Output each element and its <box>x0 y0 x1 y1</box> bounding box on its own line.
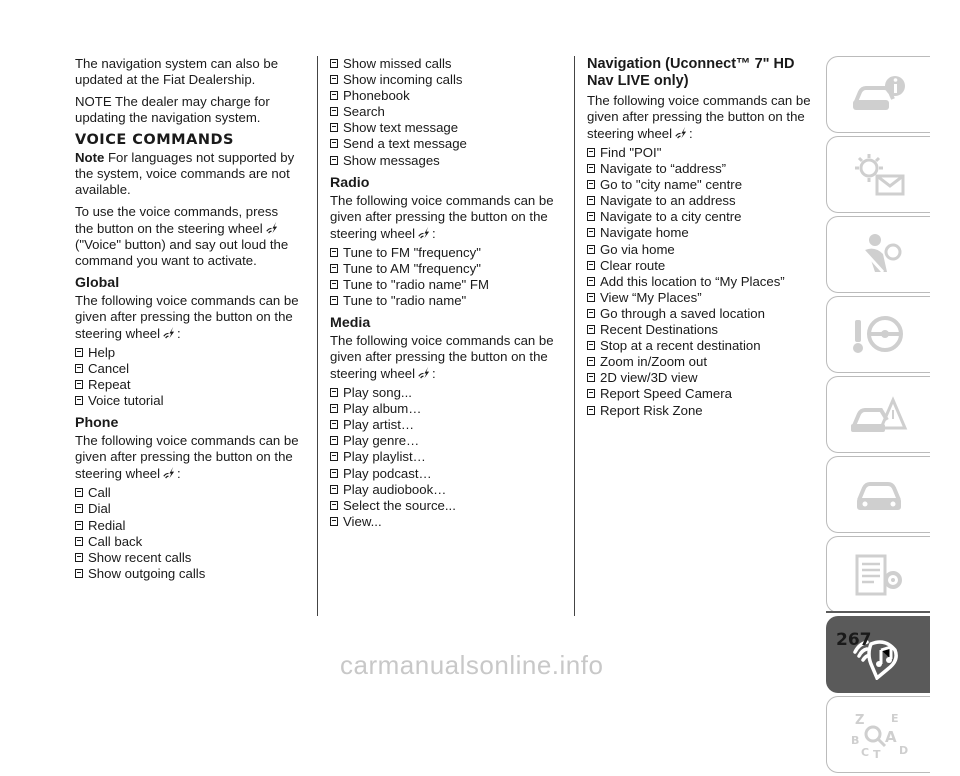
phone-list <box>75 485 300 582</box>
note-label: Note <box>75 150 105 165</box>
intro-paragraph: The navigation system can also be updated at the Fiat Dealership. <box>75 56 279 87</box>
column-2 <box>330 56 555 534</box>
voice-button-icon <box>264 220 279 235</box>
phone-list-continued <box>330 56 555 169</box>
tab-starting-driving[interactable] <box>826 296 930 373</box>
list-item: Play podcast… <box>330 466 555 482</box>
phone-text <box>75 433 300 482</box>
svg-text:T: T <box>872 747 881 760</box>
breakdown-icon <box>849 390 909 440</box>
list-item: Add this location to “My Places” <box>587 274 815 290</box>
list-item: Navigate to an address <box>587 193 815 209</box>
tab-multimedia[interactable] <box>826 616 930 693</box>
navigation-list <box>587 145 815 419</box>
radio-title: Radio <box>330 174 370 191</box>
media-list <box>330 385 555 530</box>
note-paragraph <box>75 150 300 198</box>
list-item: Call back <box>75 534 300 550</box>
usage-paragraph <box>75 204 300 269</box>
list-item: Tune to "radio name" FM <box>330 277 555 293</box>
tab-emergency[interactable] <box>826 376 930 453</box>
car-service-icon <box>849 470 909 520</box>
index-az-icon <box>849 710 909 760</box>
list-item: Zoom in/Zoom out <box>587 354 815 370</box>
note-text: For languages not supported by the system, voice commands are not available. <box>75 150 295 197</box>
list-item: Go to "city name" centre <box>587 177 815 193</box>
list-item: Help <box>75 345 300 361</box>
column-divider <box>317 56 318 616</box>
list-item: Phonebook <box>330 88 555 104</box>
list-item: Go through a saved location <box>587 306 815 322</box>
chapter-tabs <box>826 56 930 776</box>
tab-car-info[interactable] <box>826 56 930 133</box>
list-item: Redial <box>75 518 300 534</box>
voice-button-icon <box>161 465 176 480</box>
svg-text:D: D <box>898 743 908 757</box>
voice-button-icon <box>416 365 431 380</box>
colon: : <box>432 225 436 241</box>
usage-text-b: ("Voice" button) and say out loud the command you want to activate. <box>75 237 289 268</box>
list-item: Show incoming calls <box>330 72 555 88</box>
list-item: Navigate home <box>587 225 815 241</box>
navigation-text <box>587 93 815 142</box>
svg-text:Z: Z <box>854 712 864 728</box>
tabs-bottom-rule <box>826 611 930 613</box>
car-info-icon <box>849 70 909 120</box>
voice-button-icon <box>673 125 688 140</box>
warning-lights-icon <box>849 150 909 200</box>
list-item: Navigate to a city centre <box>587 209 815 225</box>
tab-servicing[interactable] <box>826 456 930 533</box>
media-title: Media <box>330 315 371 332</box>
voice-button-icon <box>161 325 176 340</box>
list-item: Go via home <box>587 242 815 258</box>
technical-data-icon <box>849 550 909 600</box>
svg-text:C: C <box>860 745 869 759</box>
list-item: Repeat <box>75 377 300 393</box>
global-text <box>75 293 300 342</box>
seat-airbag-icon <box>849 230 909 280</box>
list-item: Send a text message <box>330 136 555 152</box>
list-item: Tune to FM "frequency" <box>330 245 555 261</box>
list-item: Show recent calls <box>75 550 300 566</box>
list-item: Cancel <box>75 361 300 377</box>
media-text <box>330 333 555 382</box>
list-item: Voice tutorial <box>75 393 300 409</box>
colon: : <box>689 126 693 141</box>
usage-text-a: To use the voice commands, press the button on the steering wheel <box>75 204 279 236</box>
voice-button-icon <box>416 225 431 240</box>
radio-text-span: The following voice commands can be given after pressing the button on the steering wheel <box>330 192 554 241</box>
global-title: Global <box>75 275 120 291</box>
phone-title: Phone <box>75 415 119 432</box>
list-item: Play playlist… <box>330 449 555 465</box>
list-item: Play album… <box>330 401 555 417</box>
list-item: Play song... <box>330 385 555 401</box>
dealer-note: NOTE The dealer may charge for updating the navigation system. <box>75 94 270 125</box>
global-text-span: The following voice commands can be given after pressing the button on the steering wheel <box>75 293 299 341</box>
list-item: Tune to "radio name" <box>330 293 555 309</box>
list-item: View “My Places” <box>587 290 815 306</box>
svg-text:B: B <box>850 733 859 747</box>
svg-text:A: A <box>884 727 897 746</box>
list-item: Show outgoing calls <box>75 566 300 582</box>
list-item: Report Risk Zone <box>587 403 815 419</box>
key-steering-icon <box>849 310 909 360</box>
list-item: 2D view/3D view <box>587 370 815 386</box>
radio-text <box>330 193 555 242</box>
watermark: carmanualsonline.info <box>340 650 604 680</box>
colon: : <box>177 466 181 482</box>
list-item: Play artist… <box>330 417 555 433</box>
list-item: Dial <box>75 501 300 517</box>
global-list <box>75 345 300 409</box>
colon: : <box>177 326 181 341</box>
radio-list <box>330 245 555 309</box>
tab-technical-data[interactable] <box>826 536 930 613</box>
list-item: Call <box>75 485 300 501</box>
list-item: Play audiobook… <box>330 482 555 498</box>
colon: : <box>432 366 436 382</box>
list-item: Stop at a recent destination <box>587 338 815 354</box>
svg-text:E: E <box>890 711 899 725</box>
page-number: 267 <box>836 630 872 650</box>
list-item: Find "POI" <box>587 145 815 161</box>
list-item: Clear route <box>587 258 815 274</box>
list-item: Play genre… <box>330 433 555 449</box>
navigation-title: Navigation (Uconnect™ 7" HD Nav LIVE only) <box>587 56 795 89</box>
tab-safety[interactable] <box>826 216 930 293</box>
tab-warning-lights[interactable] <box>826 136 930 213</box>
list-item: Show missed calls <box>330 56 555 72</box>
section-heading: VOICE COMMANDS <box>75 132 234 148</box>
list-item: View... <box>330 514 555 530</box>
column-3 <box>587 56 815 423</box>
phone-text-span: The following voice commands can be given after pressing the button on the steering wheel <box>75 433 299 482</box>
list-item: Select the source... <box>330 498 555 514</box>
list-item: Report Speed Camera <box>587 386 815 402</box>
list-item: Recent Destinations <box>587 322 815 338</box>
tab-index[interactable] <box>826 696 930 773</box>
list-item: Search <box>330 104 555 120</box>
media-text-span: The following voice commands can be given after pressing the button on the steering wheel <box>330 333 554 382</box>
column-divider <box>574 56 575 616</box>
list-item: Tune to AM "frequency" <box>330 261 555 277</box>
list-item: Show text message <box>330 120 555 136</box>
list-item: Navigate to “address” <box>587 161 815 177</box>
navigation-text-span: The following voice commands can be given after pressing the button on the steering wheel <box>587 93 811 141</box>
column-1 <box>75 56 300 586</box>
list-item: Show messages <box>330 153 555 169</box>
